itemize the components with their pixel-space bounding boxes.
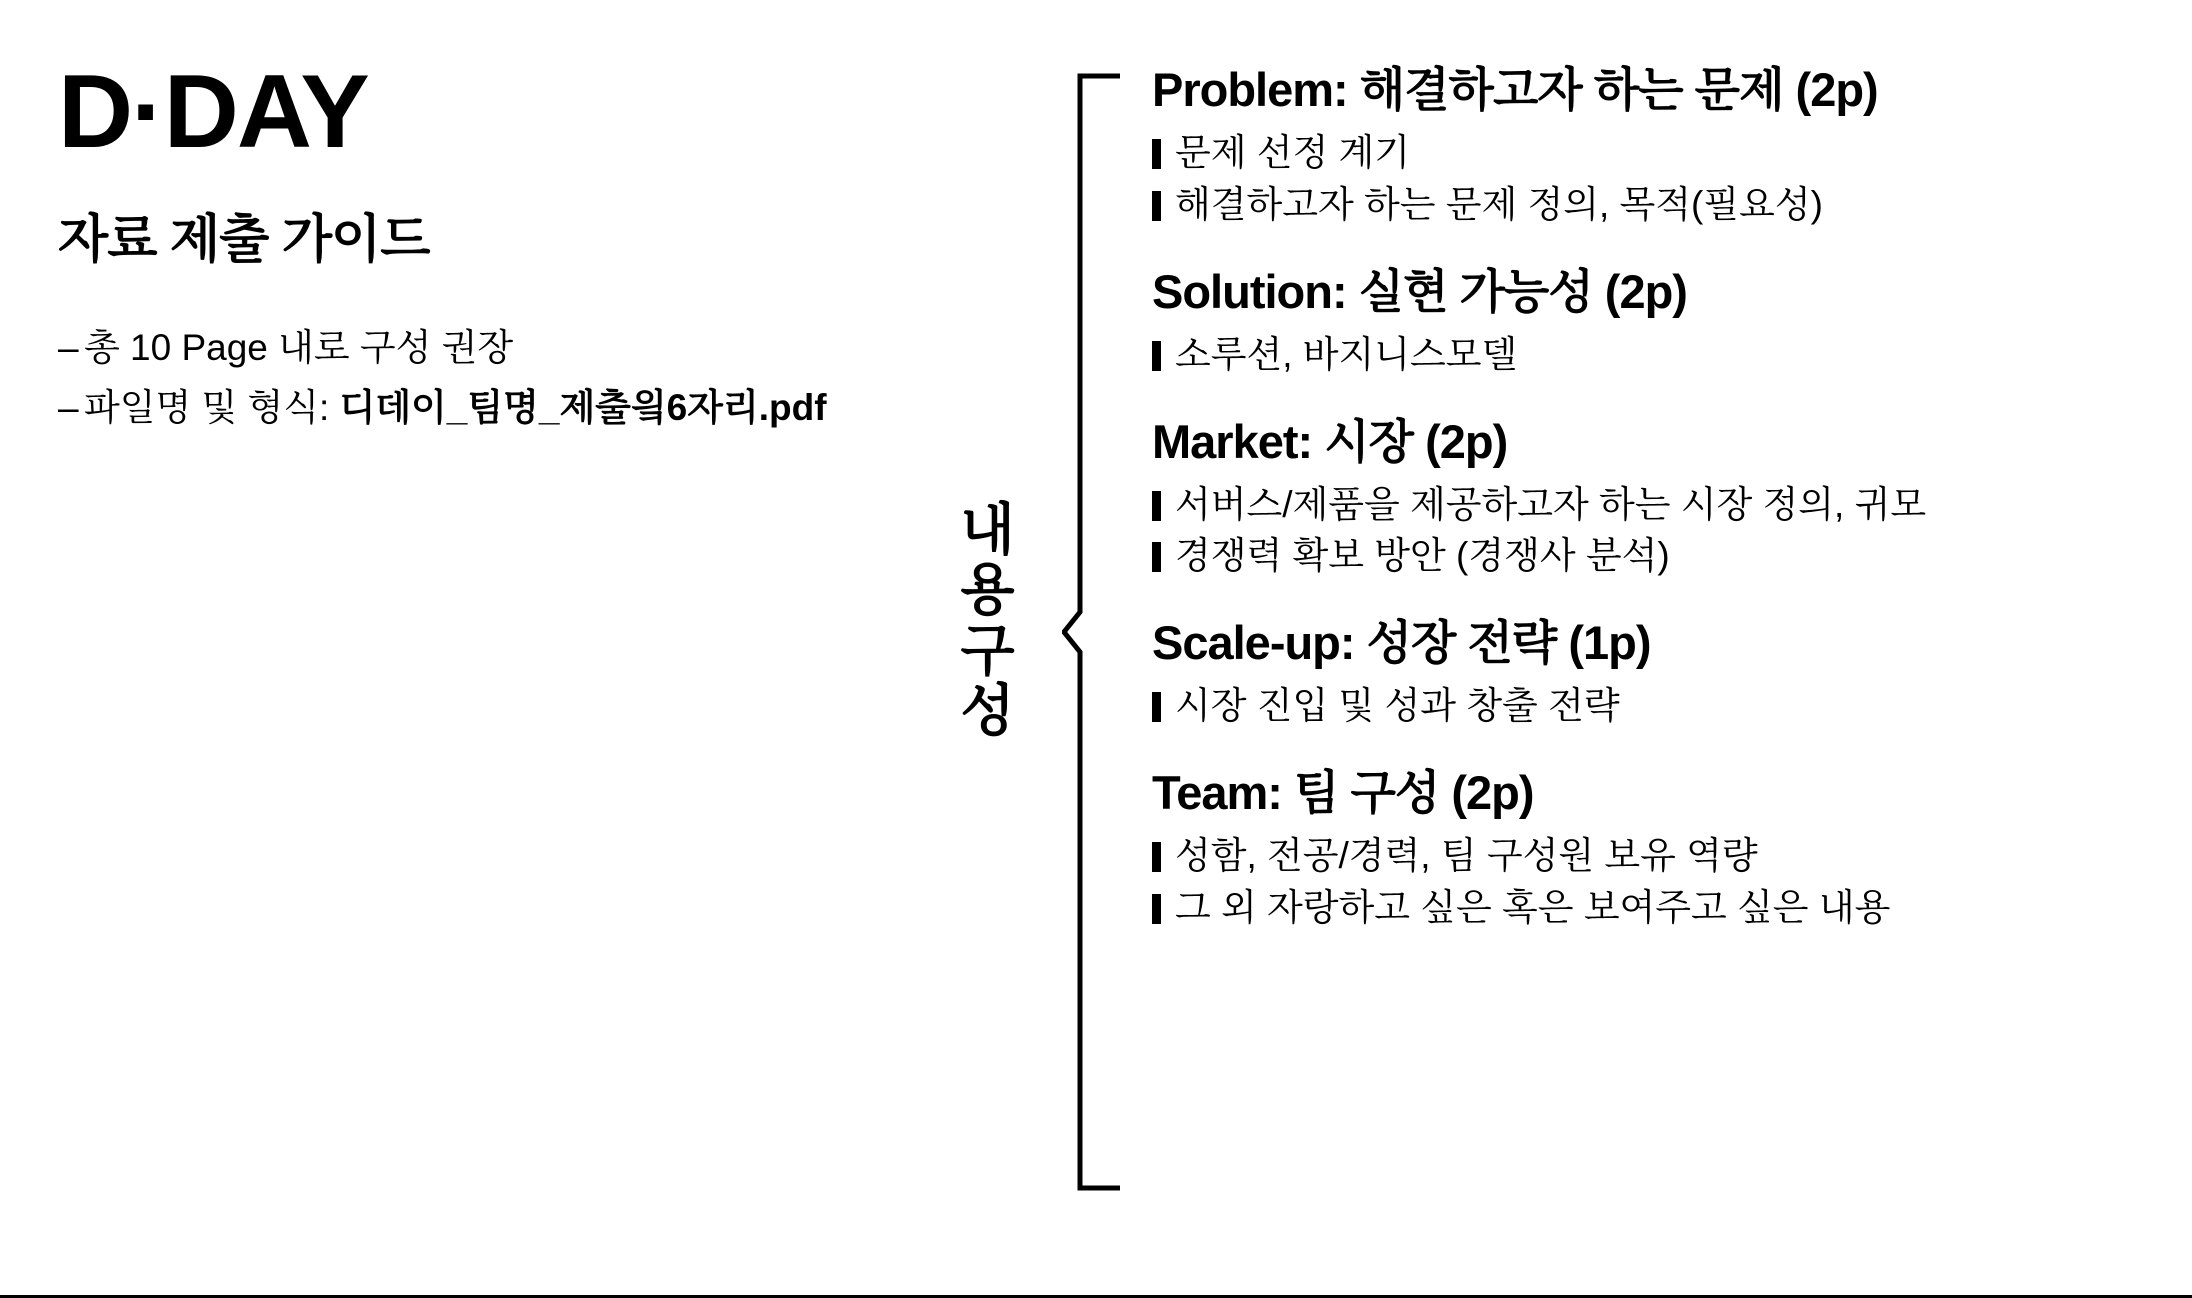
section-problem-item-1-text: 문제 선정 계기 (1175, 132, 1411, 174)
left-curly-brace (1062, 72, 1122, 1192)
right-column (1152, 62, 2152, 935)
vertical-label-char-3: 구 (960, 618, 1014, 682)
dash-marker: – (58, 386, 79, 428)
guide-bullet-1-text: 총 10 Page 내로 구성 권장 (84, 327, 514, 369)
bar-bullet-icon (1152, 341, 1161, 371)
section-team-item-1 (1152, 831, 2152, 881)
bar-bullet-icon (1152, 491, 1161, 521)
vertical-label-char-1: 내 (960, 498, 1014, 561)
section-problem (1152, 62, 2152, 230)
section-solution-item-1 (1152, 330, 2152, 380)
bar-bullet-icon (1152, 139, 1161, 169)
section-team-item-1-text: 성함, 전공/경력, 팀 구성원 보유 역량 (1175, 835, 1758, 877)
section-solution-heading: Solution: 실현 가능성 (2p) (1152, 264, 1687, 318)
vertical-label-content-structure (952, 500, 1022, 742)
guide-bullet-2 (58, 381, 1018, 435)
section-team (1152, 765, 2152, 933)
section-scaleup (1152, 615, 2152, 731)
guide-bullet-2-text: 파일명 및 형식: (84, 386, 340, 428)
bar-bullet-icon (1152, 692, 1161, 722)
section-problem-heading: Problem: 해결하고자 하는 문제 (2p) (1152, 63, 1878, 116)
left-column (58, 54, 1018, 440)
section-problem-item-1 (1152, 128, 2152, 178)
section-market-item-1 (1152, 480, 2152, 530)
bar-bullet-icon (1152, 191, 1161, 221)
section-market-item-1-text: 서버스/제품을 제공하고자 하는 시장 정의, 귀모 (1175, 483, 1927, 525)
section-solution (1152, 264, 2152, 380)
bar-bullet-icon (1152, 542, 1161, 572)
section-market-item-2 (1152, 531, 2152, 581)
section-market-heading: Market: 시장 (2p) (1152, 414, 1508, 468)
guide-bullet-1 (58, 321, 1018, 375)
vertical-label-char-4: 성 (960, 679, 1014, 743)
bar-bullet-icon (1152, 842, 1161, 872)
section-scaleup-item-1-text: 시장 진입 및 성과 창출 전략 (1175, 685, 1620, 727)
guide-subtitle: 자료 제출 가이드 (58, 211, 430, 269)
section-scaleup-heading: Scale-up: 성장 전략 (1p) (1152, 616, 1651, 670)
guide-bullet-2-filename: 디데이_팀명_제출읰6자리.pdf (339, 386, 827, 428)
section-team-item-2-text: 그 외 자랑하고 싶은 혹은 보여주고 싶은 내용 (1175, 887, 1891, 928)
section-problem-item-2-text: 해결하고자 하는 문제 정의, 목적(필요성) (1175, 183, 1823, 225)
section-problem-item-2 (1152, 180, 2152, 230)
section-solution-item-1-text: 소루션, 바지니스모델 (1175, 333, 1518, 375)
section-team-item-2 (1152, 883, 2152, 933)
vertical-label-char-2: 용 (960, 558, 1014, 622)
section-market (1152, 414, 2152, 582)
section-market-item-2-text: 경쟁력 확보 방안 (경쟁사 분석) (1175, 535, 1670, 577)
dday-logo: D·DAY (58, 54, 368, 170)
dash-marker: – (58, 327, 79, 369)
section-team-heading: Team: 팀 구성 (2p) (1152, 766, 1534, 820)
section-scaleup-item-1 (1152, 681, 2152, 731)
bar-bullet-icon (1152, 894, 1161, 924)
